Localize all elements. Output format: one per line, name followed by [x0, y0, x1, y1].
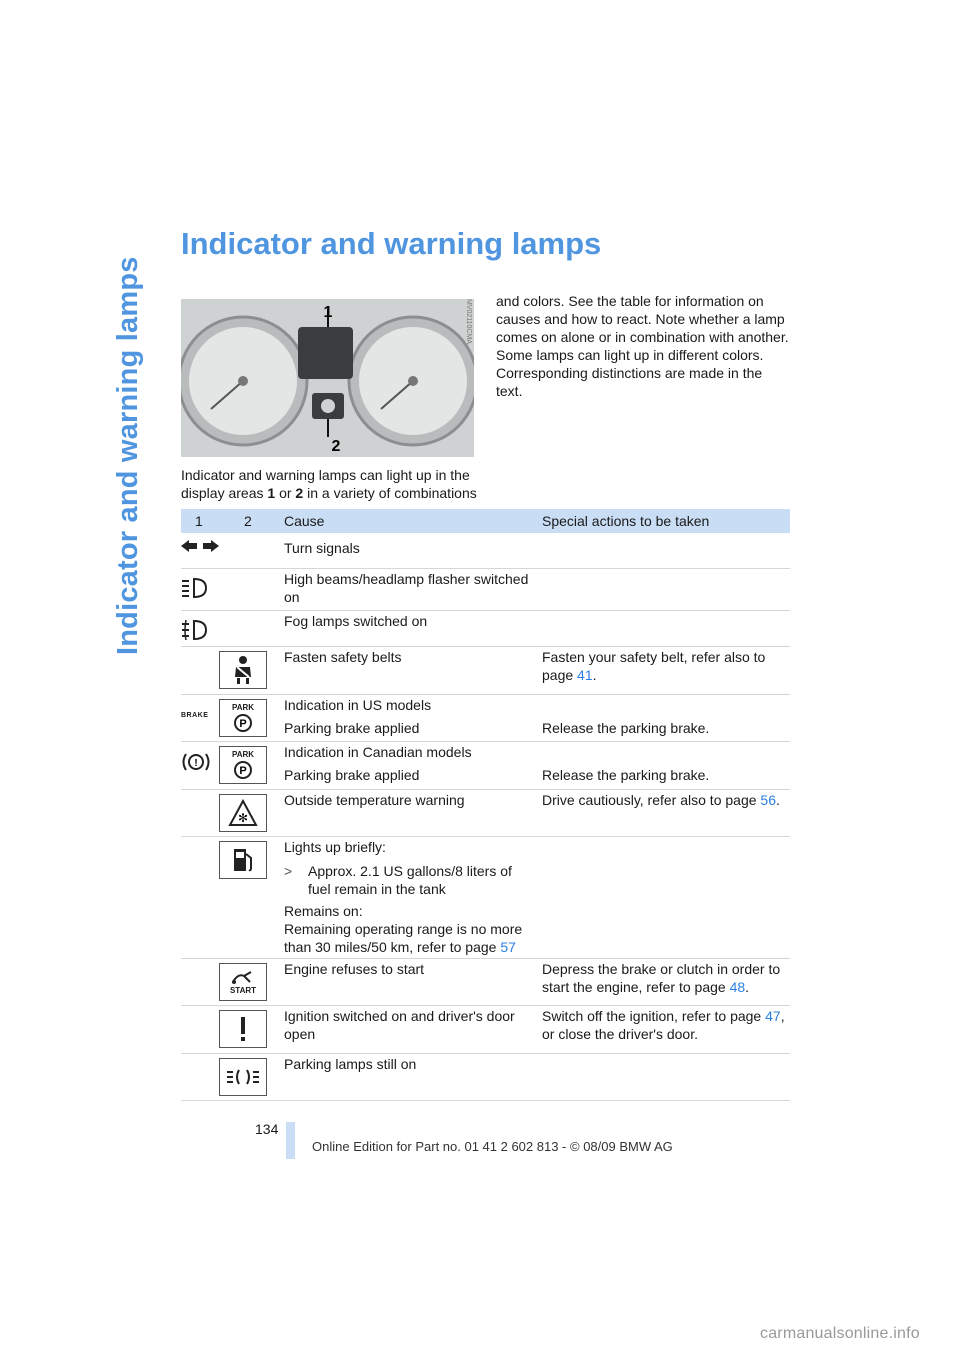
table-header: [181, 509, 790, 533]
cause-text: Fasten safety belts: [284, 649, 402, 665]
header-action: Special actions to be taken: [542, 513, 710, 529]
table-row: [181, 1006, 790, 1054]
cause-text-3: Remaining operating range is no more than 30 miles/50 km, refer to page 57: [284, 921, 523, 955]
figure-label-1: 1: [323, 304, 333, 321]
side-title: Indicator and warning lamps: [112, 256, 144, 655]
header-cause: Cause: [284, 513, 325, 529]
table-row: [181, 837, 790, 959]
park-brake-icon: PARK P: [219, 699, 267, 737]
cause-text: Parking lamps still on: [284, 1056, 417, 1072]
footer-text: Online Edition for Part no. 01 41 2 602 813 - © 08/09 BMW AG: [312, 1139, 673, 1154]
intro-left: Indicator and warning lamps can light up in the display areas 1 or 2 in a variety of combinations: [181, 467, 477, 501]
cause-text: Indication in Canadian models: [284, 744, 472, 760]
action-text: Drive cautiously, refer also to page 56.: [542, 792, 780, 808]
action-text: Fasten your safety belt, refer also to page 41.: [542, 649, 766, 683]
svg-text:P: P: [239, 717, 247, 730]
exclamation-icon: [219, 1010, 267, 1048]
cause-text: Outside temperature warning: [284, 792, 465, 808]
page-link-47[interactable]: 47: [765, 1008, 781, 1024]
cause-text: Ignition switched on and driver's door open: [284, 1008, 515, 1042]
start-engine-icon: START: [219, 963, 267, 1001]
watermark: carmanualsonline.info: [760, 1325, 920, 1342]
table-row: [181, 695, 790, 742]
instrument-cluster-illustration: [181, 299, 474, 457]
fog-lamp-icon: [181, 619, 207, 645]
cause-text: Indication in US models: [284, 697, 432, 713]
page-link-57[interactable]: 57: [500, 939, 516, 955]
cause-text: High beams/headlamp flasher switched on: [284, 571, 529, 605]
bullet-text: Approx. 2.1 US gallons/8 liters of fuel remain in the tank: [308, 863, 512, 897]
cause-text: Engine refuses to start: [284, 961, 425, 977]
svg-text:!: !: [194, 758, 198, 769]
list-item: [284, 862, 529, 898]
turn-signals-icon: [181, 539, 219, 557]
cause-text: Lights up briefly:: [284, 839, 386, 855]
table-row: [181, 742, 790, 790]
table-row: [181, 790, 790, 837]
parking-lamps-icon: [219, 1058, 267, 1096]
high-beam-icon: [181, 577, 207, 603]
cause-block: [284, 838, 529, 956]
action-text: Depress the brake or clutch in order to start the engine, refer to page 48.: [542, 961, 781, 995]
page-number: 134: [255, 1121, 279, 1137]
table-row: [181, 647, 790, 695]
figure-code: MV02110CMA: [465, 299, 472, 344]
cause-text: Fog lamps switched on: [284, 613, 428, 629]
action-text: Release the parking brake.: [542, 767, 710, 783]
bullet-mark: >: [284, 863, 293, 879]
brake-text-icon: BRAKE: [181, 712, 209, 719]
page-link-48[interactable]: 48: [729, 979, 746, 995]
table-row: [181, 569, 790, 611]
cause-text-2: Remains on:: [284, 903, 363, 919]
lamps-table: [181, 509, 790, 1101]
park-brake-icon: PARK P: [219, 746, 267, 784]
seat-belt-icon: [219, 651, 267, 689]
page-link-41[interactable]: 41: [577, 667, 593, 683]
ice-warning-icon: [219, 794, 267, 832]
figure-label-2: 2: [331, 438, 341, 455]
cause-text-2: Parking brake applied: [284, 767, 420, 783]
intro-right: and colors. See the table for information on causes and how to react. Note whether a lamp comes on alone or in combination with another. Some lamps can light up in different colors. Corresponding distinctions are made in the text.: [496, 293, 789, 399]
header-col-1: 1: [195, 513, 203, 529]
svg-text:P: P: [239, 764, 247, 777]
cause-text: Turn signals: [284, 540, 360, 556]
footer-bar: [286, 1122, 295, 1159]
table-row: [181, 959, 790, 1006]
table-row: [181, 533, 790, 569]
page-link-56[interactable]: 56: [760, 792, 776, 808]
svg-text:✻: ✻: [237, 811, 249, 825]
header-col-2: 2: [244, 513, 252, 529]
table-row: [181, 1054, 790, 1101]
brake-circle-icon: [181, 752, 211, 776]
cause-text-2: Parking brake applied: [284, 720, 420, 736]
page-title: Indicator and warning lamps: [181, 226, 602, 261]
instrument-cluster-figure: [181, 299, 474, 457]
action-text: Switch off the ignition, refer to page 47, or close the driver's door.: [542, 1008, 785, 1042]
fuel-pump-icon: [219, 841, 267, 879]
action-text: Release the parking brake.: [542, 720, 710, 736]
table-row: [181, 611, 790, 647]
